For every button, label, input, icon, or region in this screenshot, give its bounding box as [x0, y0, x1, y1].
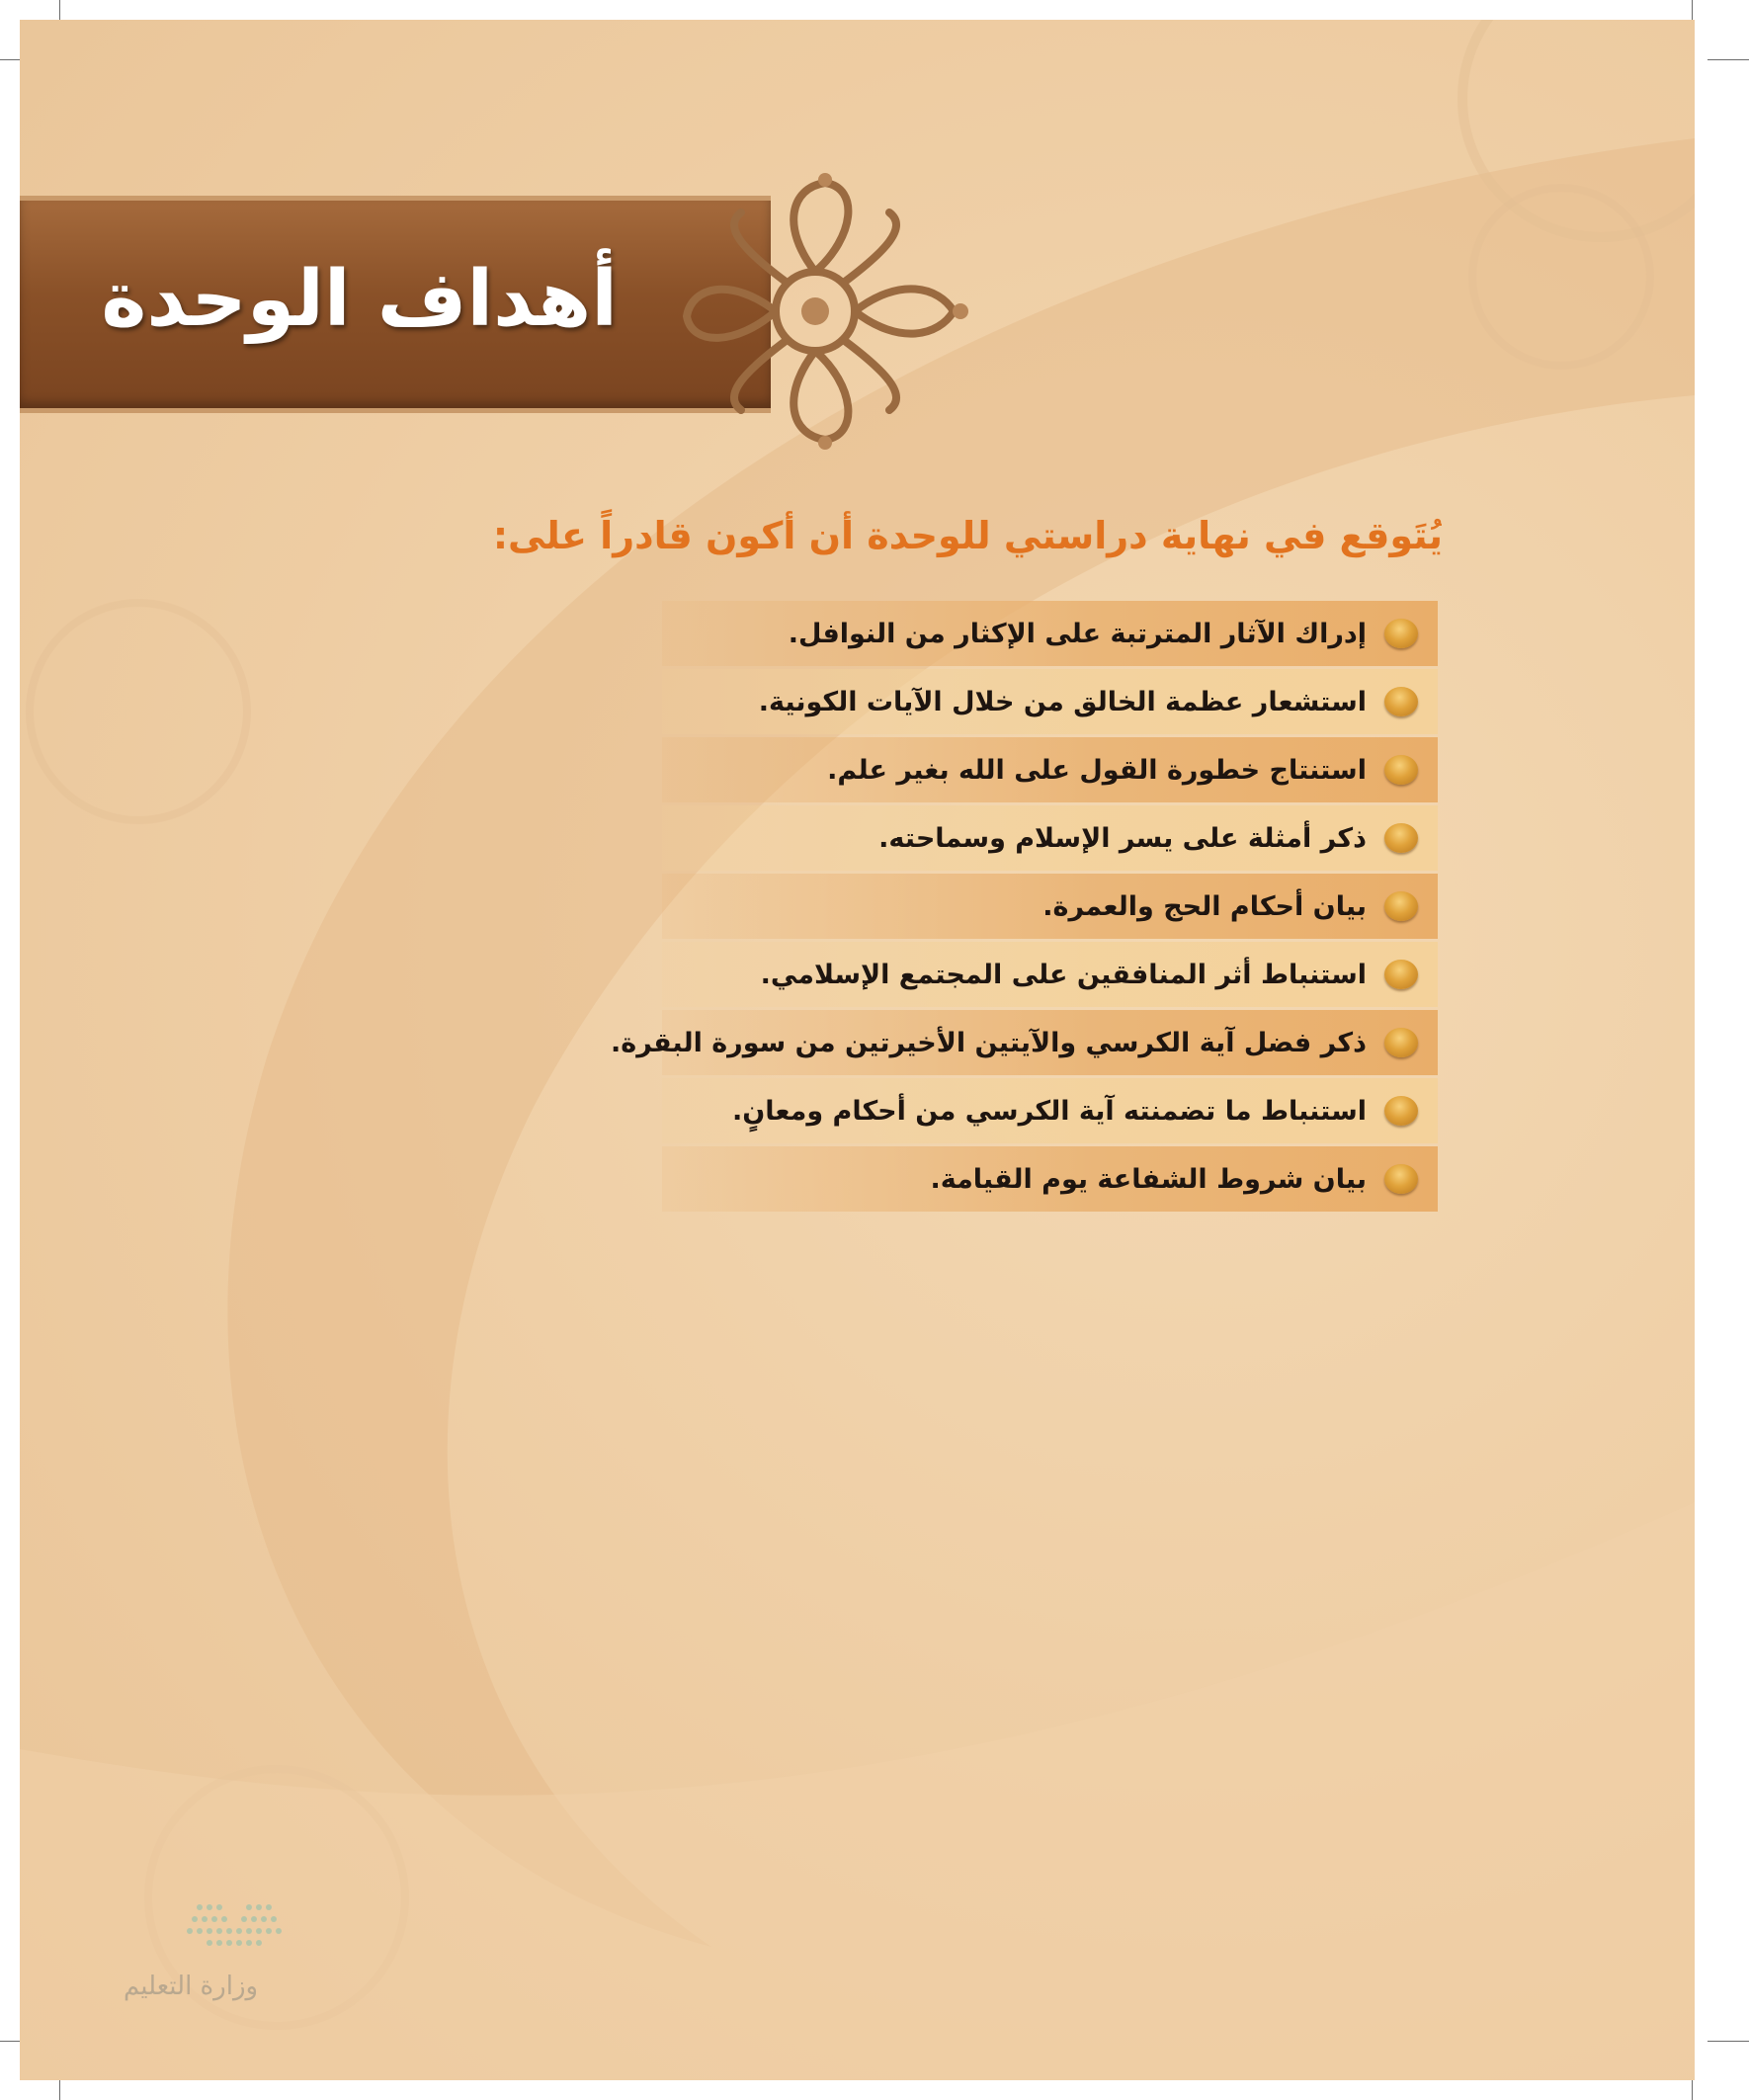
bullet-icon: [1384, 619, 1418, 648]
bullet-icon: [1384, 823, 1418, 853]
page: [20, 20, 1695, 2080]
arabesque-ornament-icon: [652, 168, 978, 455]
bullet-icon: [1384, 755, 1418, 785]
crop-mark: [1707, 2041, 1749, 2042]
bullet-icon: [1384, 891, 1418, 921]
goal-text: بيان أحكام الحج والعمرة.: [1042, 890, 1367, 922]
goal-text: إدراك الآثار المترتبة على الإكثار من النوافل.: [788, 618, 1367, 649]
intro-text: يُتَوقع في نهاية دراستي للوحدة أن أكون قادراً على:: [492, 514, 1443, 557]
goal-text: بيان شروط الشفاعة يوم القيامة.: [930, 1163, 1367, 1195]
list-item: [662, 1146, 1438, 1212]
list-item: [611, 1010, 1438, 1075]
list-item: [662, 737, 1438, 802]
list-item: [662, 669, 1438, 734]
goal-text: ذكر فضل آية الكرسي والآيتين الأخيرتين من سورة البقرة.: [611, 1027, 1367, 1058]
goal-text: استنباط أثر المنافقين على المجتمع الإسلامي.: [760, 959, 1367, 990]
bullet-icon: [1384, 687, 1418, 716]
bullet-icon: [1384, 1096, 1418, 1126]
goal-text: ذكر أمثلة على يسر الإسلام وسماحته.: [878, 822, 1367, 854]
list-item: [662, 805, 1438, 871]
ministry-logo-text: وزارة التعليم: [124, 1972, 259, 2001]
list-item: [662, 942, 1438, 1007]
goals-list: [611, 601, 1438, 1215]
bullet-icon: [1384, 1028, 1418, 1057]
list-item: [662, 874, 1438, 939]
bullet-icon: [1384, 1164, 1418, 1194]
list-item: [662, 1078, 1438, 1143]
page-title: أهداف الوحدة: [101, 255, 618, 344]
list-item: [662, 601, 1438, 666]
goal-text: استشعار عظمة الخالق من خلال الآيات الكونية.: [758, 686, 1367, 717]
goal-text: استنتاج خطورة القول على الله بغير علم.: [827, 754, 1367, 786]
goal-text: استنباط ما تضمنته آية الكرسي من أحكام ومعانٍ.: [731, 1095, 1367, 1127]
crop-mark: [1707, 59, 1749, 60]
bullet-icon: [1384, 960, 1418, 989]
